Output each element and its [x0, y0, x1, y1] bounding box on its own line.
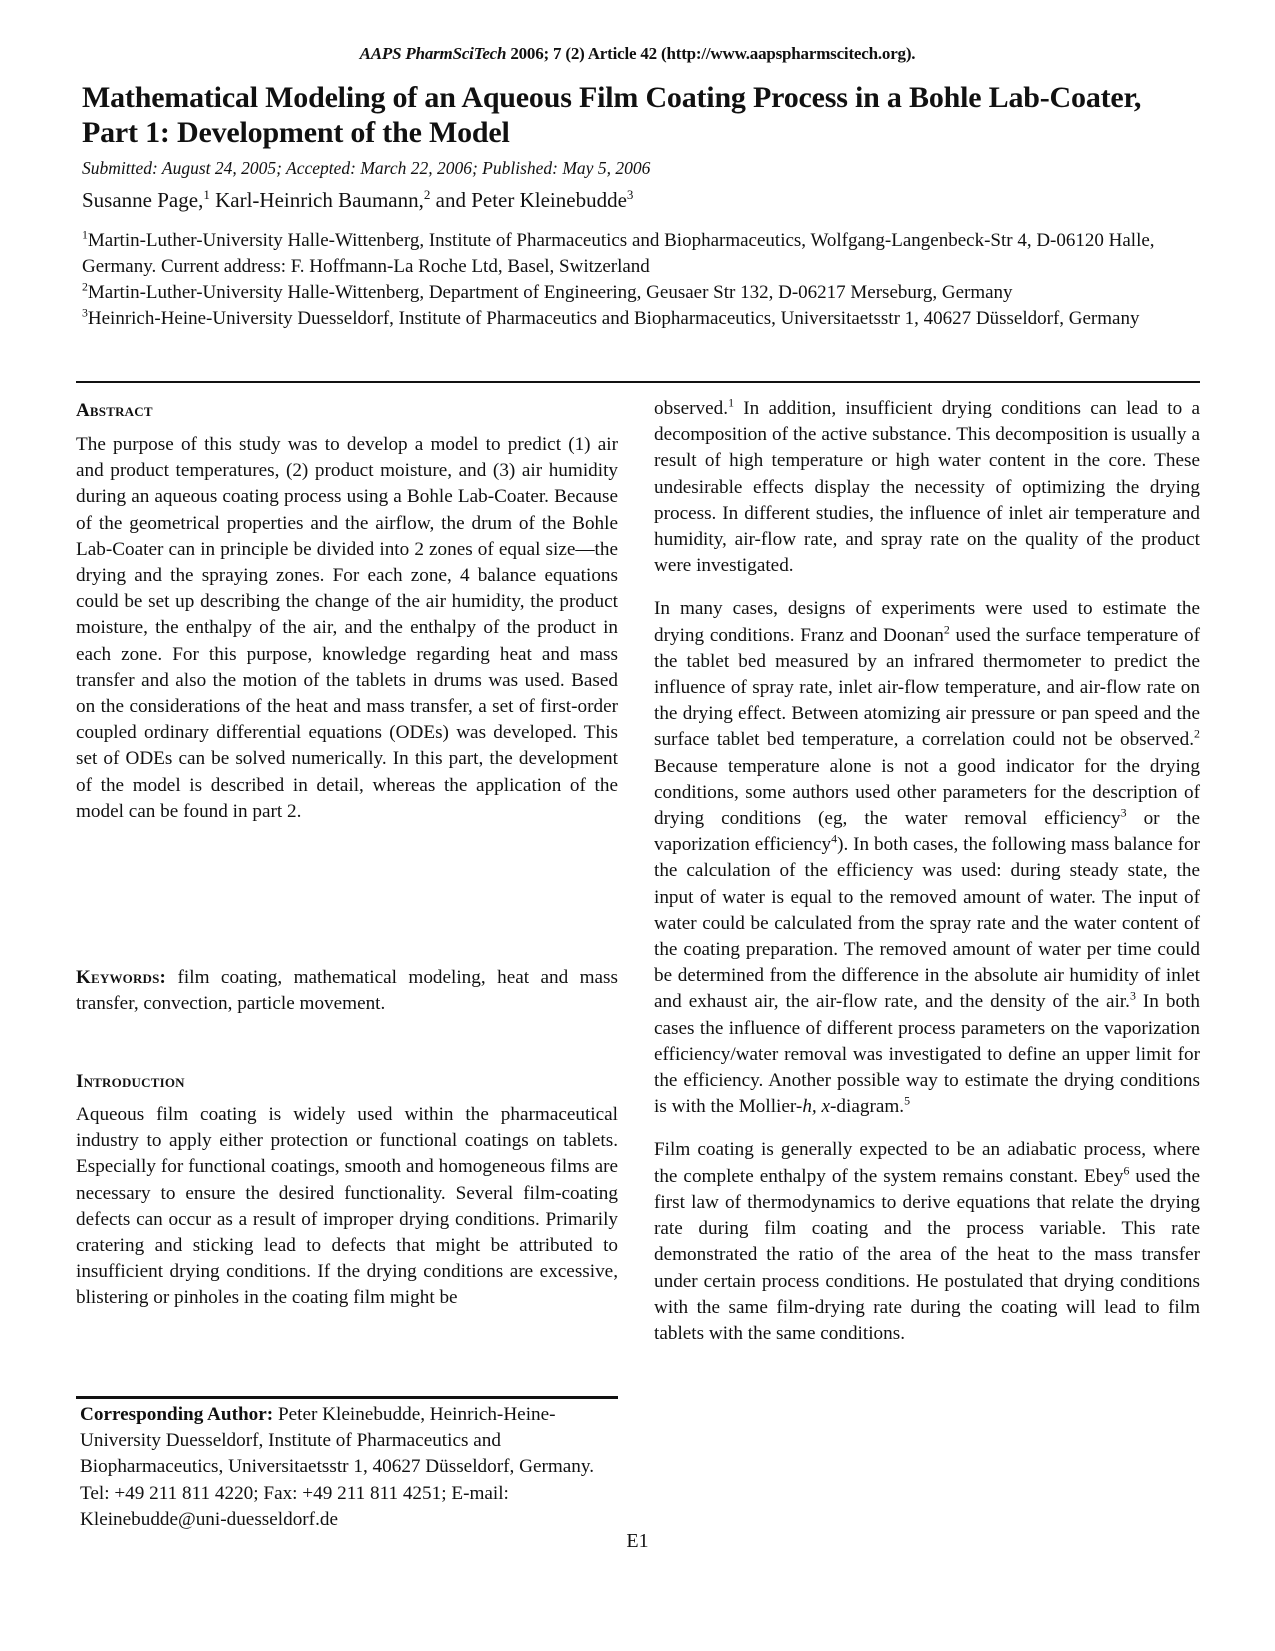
citation-ref: 2 — [943, 622, 950, 637]
text-run: In addition, insufficient drying conditions can lead to a decomposition of the active substance. This decomposition is usually a result of high temperature or high water content in the core. These undesirable effects display the necessity of optimizing the drying process. In different studies, the influence of inlet air temperature and humidity, air-flow rate, and spray rate on the quality of the product were investigated. — [654, 398, 1200, 577]
italic-symbol: h, x — [802, 1096, 831, 1118]
text-run: observed. — [654, 398, 729, 419]
citation-ref: 3 — [1129, 989, 1136, 1004]
text-run: ). In both cases, the following mass balance for the calculation of the efficiency was used: during steady state, the input of water is equal to the removed amount of water. The input of water could be calculated from the spray rate and the water content of the coating preparation. The removed amount of water per time could be determined from the difference in the absolute air humidity of inlet and exhaust air, the air-flow rate, and the density of the air. — [654, 834, 1200, 1013]
abstract-text: The purpose of this study was to develop a model to predict (1) air and product temperatures, (2) product moisture, and (3) air humidity during an aqueous coating process using a Bohle Lab-Coater. Because of the geometrical properties and the airflow, the drum of the Bohle Lab-Coater can in principle be divided into 2 zones of equal size—the drying and the spraying zones. For each zone, 4 balance equations could be set up describing the change of the air humidity, the product moisture, the enthalpy of the air, and the enthalpy of the product in each zone. For this purpose, knowledge regarding heat and mass transfer and also the motion of the tablets in drums was used. Based on the considerations of the heat and mass transfer, a set of first-order coupled ordinary differential equations (ODEs) was developed. This set of ODEs can be solved numerically. In this part, the development of the model is described in detail, whereas the application of the model can be found in part 2. — [76, 434, 618, 822]
text-run: -diagram. — [830, 1096, 905, 1118]
affiliation-text: Martin-Luther-University Halle-Wittenberg, Department of Engineering, Geusaer Str 132, D-06217 Merseburg, Germany — [87, 282, 1013, 303]
citation-ref: 4 — [831, 831, 838, 846]
affiliation-mark: 1 — [82, 228, 88, 242]
corresponding-author — [80, 1402, 620, 1533]
text-run: In many cases, designs of experiments were used to estimate the drying conditions. Franz and Doonan — [654, 598, 1200, 646]
page-number: E1 — [626, 1530, 649, 1552]
author-affil-mark: 3 — [626, 187, 634, 202]
footnote-divider — [76, 1396, 618, 1399]
abstract-heading: Abstract — [76, 400, 153, 421]
text-run: In both cases the influence of different process parameters on the vaporization efficiency/water removal was investigated to define an upper limit for the efficiency. Another possible way to estimate the drying conditions is with the Mollier- — [654, 991, 1200, 1118]
introduction-heading: Introduction — [76, 1071, 185, 1092]
citation-ref: 3 — [1120, 805, 1127, 820]
citation-text: 2006; 7 (2) Article 42 (http://www.aapspharmscitech.org). — [506, 44, 916, 63]
introduction-text: Aqueous film coating is widely used within the pharmaceutical industry to apply either protection or functional coatings on tablets. Especially for functional coatings, smooth and homogeneous films are necessary to ensure the desired functionality. Several film-coating defects can occur as a result of improper drying conditions. Primarily cratering and sticking lead to defects that might be attributed to insufficient drying conditions. If the drying conditions are excessive, blistering or pinholes in the coating film might be — [76, 1104, 618, 1309]
author-name: Karl-Heinrich Baumann, — [209, 188, 424, 212]
journal-citation-header — [0, 44, 1275, 64]
right-column — [654, 396, 1200, 1347]
affiliation-mark: 3 — [82, 306, 88, 320]
author-name: and Peter Kleinebudde — [430, 188, 627, 212]
affiliation-text: Martin-Luther-University Halle-Wittenberg, Institute of Pharmaceutics and Biopharmaceutics, Wolfgang-Langenbeck-Str 4, D-06120 Halle, Germany. Current address: F. Hoffmann-La Roche Ltd, Basel, Switzerland — [82, 230, 1155, 277]
journal-name: AAPS PharmSciTech — [359, 44, 507, 63]
affiliation-text: Heinrich-Heine-University Duesseldorf, Institute of Pharmaceutics and Biopharmaceutics, Universitaetsstr 1, 40627 Düsseldorf, Germany — [87, 308, 1140, 329]
keywords-text: film coating, mathematical modeling, heat and mass transfer, convection, particle movement. — [76, 967, 618, 1015]
citation-ref: 2 — [1194, 727, 1200, 742]
citation-ref: 5 — [904, 1093, 911, 1108]
text-run: Because temperature alone is not a good indicator for the drying conditions, some authors used other parameters for the description of drying conditions (eg, the water removal efficiency — [654, 755, 1200, 830]
author-list — [82, 188, 633, 213]
text-run: Film coating is generally expected to be an adiabatic process, where the complete enthalpy of the system remains constant. Ebey — [654, 1139, 1200, 1187]
author-affil-mark: 2 — [423, 187, 431, 202]
text-run: used the first law of thermodynamics to derive equations that relate the drying rate during film coating and the process variable. This rate demonstrated the ratio of the area of the heat to the mass transfer under certain process conditions. He postulated that drying conditions with the same film-drying rate during the coating will lead to film tablets with the same conditions. — [654, 1165, 1200, 1344]
affiliation — [82, 306, 1202, 332]
paragraph — [654, 396, 1200, 579]
affiliation — [82, 280, 1202, 306]
text-run: or the vaporization efficiency — [654, 808, 1200, 856]
paragraph — [654, 1137, 1200, 1347]
keywords-label: Keywords: — [76, 967, 167, 988]
author-name: Susanne Page, — [82, 188, 204, 212]
paragraph — [654, 596, 1200, 1120]
text-run: used the surface temperature of the tablet bed measured by an infrared thermometer to predict the influence of spray rate, inlet air-flow temperature, and air-flow rate on the drying effect. Between atomizing air pressure or pan speed and the surface tablet bed temperature, a correlation could not be observed. — [654, 624, 1201, 751]
affiliation-mark: 2 — [82, 280, 88, 294]
citation-ref: 6 — [1123, 1163, 1130, 1178]
affiliations — [82, 228, 1202, 332]
keywords — [76, 965, 618, 1017]
header-divider — [76, 381, 1200, 383]
corresponding-author-text: Peter Kleinebudde, Heinrich-Heine-University Duesseldorf, Institute of Pharmaceutics and Biopharmaceutics, Universitaetsstr 1, 40627 Düsseldorf, Germany. Tel: +49 211 811 4220; Fax: +49 211 811 4251; E-mail: Kleinebudde@uni-duesseldorf.de — [80, 1404, 595, 1530]
citation-ref: 1 — [728, 395, 735, 410]
author-affil-mark: 1 — [203, 187, 210, 202]
affiliation — [82, 228, 1202, 280]
corresponding-author-label: Corresponding Author: — [80, 1404, 274, 1425]
article-title: Mathematical Modeling of an Aqueous Film Coating Process in a Bohle Lab-Coater, Part 1: Development of the Model — [82, 81, 1142, 149]
article-dates: Submitted: August 24, 2005; Accepted: March 22, 2006; Published: May 5, 2006 — [82, 158, 651, 178]
